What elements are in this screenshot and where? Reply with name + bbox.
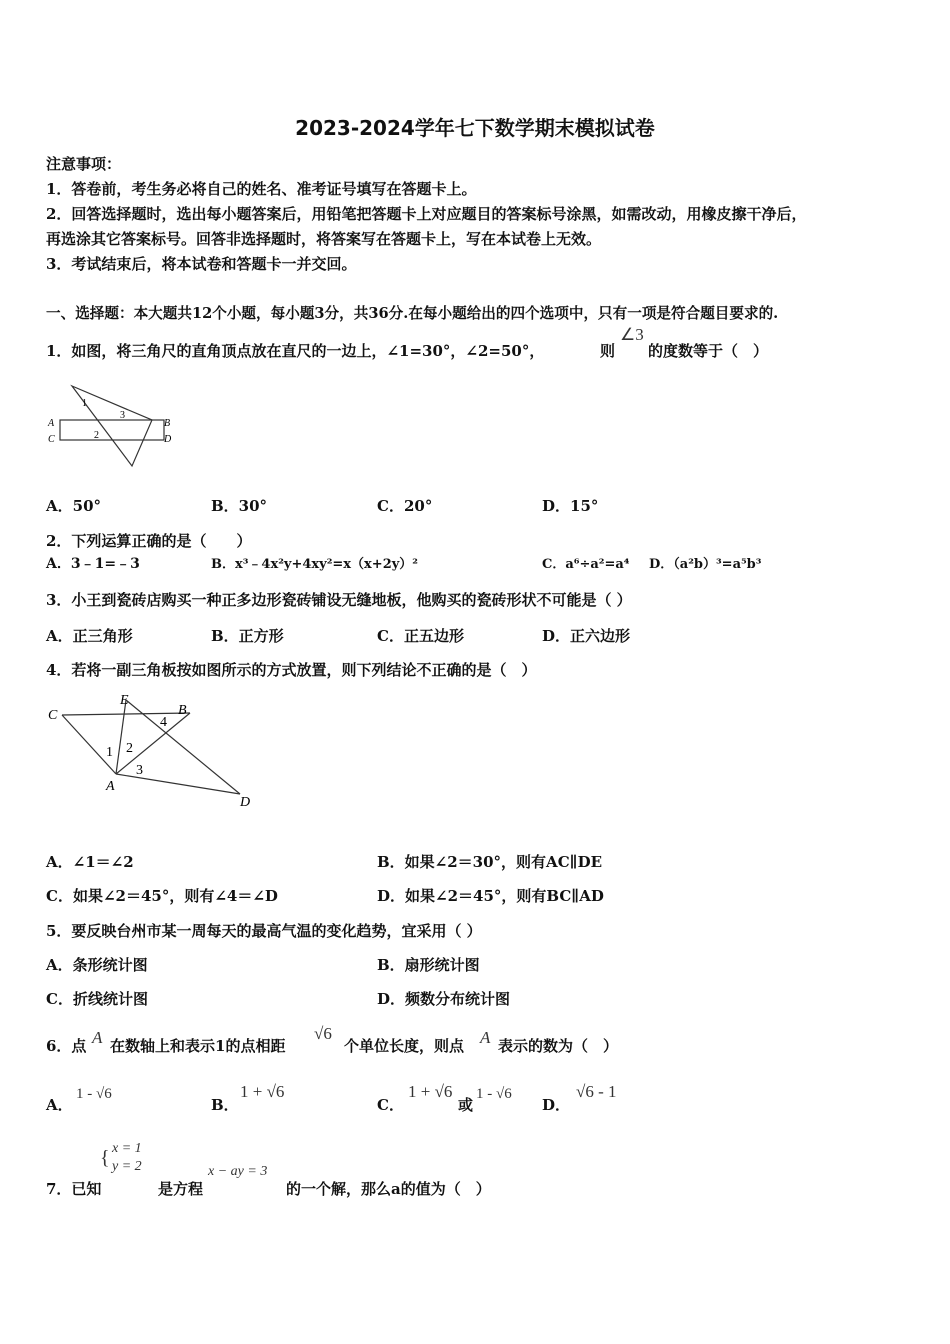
q5-option-d[interactable]: D．频数分布统计图 (377, 990, 511, 1008)
q1-option-b[interactable]: B．30° (211, 497, 268, 515)
q4-label-B: B (178, 703, 187, 718)
q1-stem-then: 则 (600, 342, 616, 360)
section-heading: 一、选择题：本大题共12个小题，每小题3分，共36分.在每小题给出的四个选项中，只有一项是符合题目要求的. (46, 305, 779, 322)
q6-option-b-value: 1 + √6 (240, 1082, 285, 1101)
q2-option-c[interactable]: C．a⁶÷a²=a⁴ (542, 557, 630, 572)
q4-label-C: C (48, 708, 58, 723)
q5-option-c[interactable]: C．折线统计图 (46, 990, 148, 1008)
q4-figure (44, 686, 264, 814)
q1-label-C: C (48, 434, 55, 445)
q2-option-b[interactable]: B．x³﹣4x²y+4xy²=x（x+2y）² (211, 557, 418, 572)
notice-item: 3．考试结束后，将本试卷和答题卡一并交回。 (46, 255, 357, 273)
q7-system-line1: x = 1 (112, 1141, 142, 1156)
q1-stem-end: 的度数等于（ ） (648, 342, 769, 360)
q1-option-c[interactable]: C．20° (377, 497, 433, 515)
q6-option-c-value2: 1 - √6 (476, 1086, 512, 1102)
q2-option-d[interactable]: D．（a²b）³=a⁵b³ (649, 557, 762, 572)
q1-label-2: 2 (94, 430, 99, 441)
q6-option-c-label[interactable]: C． (377, 1096, 404, 1114)
q6-stem-start: 6．点 (46, 1037, 87, 1055)
q7-stem-start: 7．已知 (46, 1180, 102, 1198)
q6-stem-mid2: 个单位长度，则点 (344, 1037, 465, 1055)
q7-equation: x − ay = 3 (208, 1164, 268, 1179)
q7-stem-end: 的一个解，那么a的值为（ ） (286, 1180, 491, 1198)
q4-label-E: E (120, 693, 129, 708)
q6-option-a-value: 1 - √6 (76, 1086, 112, 1102)
q3-option-a[interactable]: A．正三角形 (46, 627, 133, 645)
q6-option-d-label[interactable]: D． (542, 1096, 571, 1114)
q5-stem: 5．要反映台州市某一周每天的最高气温的变化趋势，宜采用（ ） (46, 922, 482, 940)
notice-heading: 注意事项： (46, 155, 122, 173)
q7-stem-mid: 是方程 (158, 1180, 204, 1198)
q1-option-a[interactable]: A．50° (46, 497, 102, 515)
q1-stem: 1．如图，将三角尺的直角顶点放在直尺的一边上，∠1=30°，∠2=50°， (46, 342, 545, 360)
q1-option-d[interactable]: D．15° (542, 497, 599, 515)
q1-label-B: B (164, 418, 171, 429)
q1-label-D: D (164, 434, 172, 445)
q6-sqrt6: √6 (314, 1024, 332, 1043)
ruler-shape (60, 420, 164, 440)
q4-label-3: 3 (136, 763, 143, 778)
q1-angle3-math: ∠3 (620, 325, 644, 344)
q6-option-c-or: 或 (458, 1096, 474, 1114)
q1-label-3: 3 (120, 410, 125, 421)
q6-option-d-value: √6 - 1 (576, 1082, 617, 1101)
q6-point-A: A (92, 1028, 103, 1047)
q6-point-A-2: A (480, 1028, 491, 1047)
q7-system-line2: y = 2 (112, 1159, 142, 1174)
q5-option-a[interactable]: A．条形统计图 (46, 956, 148, 974)
q6-stem-end: 表示的数为（ ） (498, 1037, 619, 1055)
q4-label-A: A (106, 779, 115, 794)
q4-label-4: 4 (160, 715, 167, 730)
q4-label-D: D (240, 795, 251, 810)
q4-label-2: 2 (126, 741, 133, 756)
q4-stem: 4．若将一副三角板按如图所示的方式放置，则下列结论不正确的是（ ） (46, 661, 537, 679)
q4-option-c[interactable]: C．如果∠2＝45°，则有∠4＝∠D (46, 887, 278, 905)
q6-stem-mid: 在数轴上和表示1的点相距 (110, 1037, 286, 1055)
notice-item: 再选涂其它答案标号。回答非选择题时，将答案写在答题卡上，写在本试卷上无效。 (46, 230, 602, 248)
q1-label-A: A (48, 418, 55, 429)
q4-option-a[interactable]: A．∠1＝∠2 (46, 853, 134, 871)
q3-option-d[interactable]: D．正六边形 (542, 627, 631, 645)
q6-option-a-label[interactable]: A． (46, 1096, 73, 1114)
notice-item: 2．回答选择题时，选出每小题答案后，用铅笔把答题卡上对应题目的答案标号涂黑，如需改动，用橡皮擦干净后， (46, 205, 807, 223)
q4-option-d[interactable]: D．如果∠2＝45°，则有BC∥AD (377, 887, 604, 905)
q5-option-b[interactable]: B．扇形统计图 (377, 956, 480, 974)
q6-option-c-value1: 1 + √6 (408, 1082, 453, 1101)
q3-stem: 3．小王到瓷砖店购买一种正多边形瓷砖铺设无缝地板，他购买的瓷砖形状不可能是（ ） (46, 591, 632, 609)
notice-item: 1．答卷前，考生务必将自己的姓名、准考证号填写在答题卡上。 (46, 180, 477, 198)
page-title: 2023-2024学年七下数学期末模拟试卷 (295, 116, 655, 140)
q2-option-a[interactable]: A．3﹣1=﹣3 (46, 556, 140, 572)
q2-stem: 2．下列运算正确的是（ ） (46, 532, 252, 550)
q4-label-1: 1 (106, 745, 113, 760)
q1-label-1: 1 (82, 398, 87, 409)
q4-option-b[interactable]: B．如果∠2＝30°，则有AC∥DE (377, 853, 603, 871)
q3-option-c[interactable]: C．正五边形 (377, 627, 464, 645)
q6-option-b-label[interactable]: B． (211, 1096, 239, 1114)
q1-figure (44, 380, 184, 470)
q7-brace: { (100, 1147, 110, 1169)
q3-option-b[interactable]: B．正方形 (211, 627, 284, 645)
